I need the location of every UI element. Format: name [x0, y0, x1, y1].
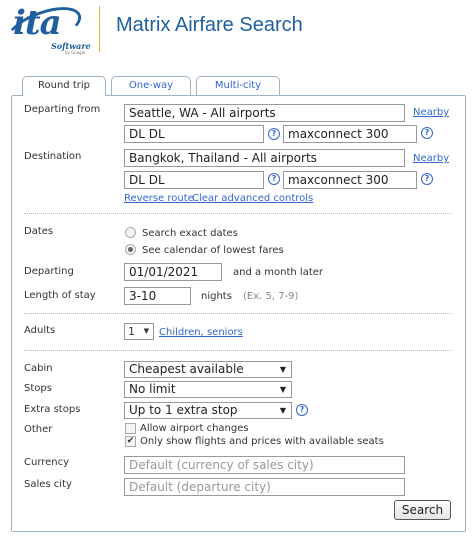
- allow-airport-changes-label: Allow airport changes: [140, 423, 249, 434]
- adults-select[interactable]: [124, 323, 154, 340]
- header: [0, 0, 476, 70]
- sales-city-label: Sales city: [24, 479, 72, 490]
- tab-multi-city[interactable]: Multi-city: [196, 76, 280, 95]
- length-of-stay-hint: (Ex. 5, 7-9): [243, 291, 299, 302]
- sales-city-input[interactable]: Default (departure city): [124, 478, 405, 496]
- checkmark-icon: ✔: [126, 436, 135, 446]
- ita-software-logo[interactable]: [3, 5, 93, 57]
- departing-extension-input[interactable]: maxconnect 300: [283, 125, 417, 143]
- extension-help-icon[interactable]: ?: [421, 127, 433, 139]
- routing-help-icon[interactable]: ?: [268, 128, 280, 140]
- children-seniors-link[interactable]: Children, seniors: [159, 327, 243, 338]
- extra-stops-help-icon[interactable]: ?: [296, 404, 308, 416]
- adults-label: Adults: [24, 325, 56, 336]
- departing-routing-input[interactable]: DL DL: [124, 125, 264, 143]
- chevron-down-icon: ▼: [143, 327, 149, 335]
- chevron-down-icon: ▼: [279, 385, 286, 394]
- stops-select[interactable]: [124, 381, 292, 398]
- currency-input[interactable]: Default (currency of sales city): [124, 456, 405, 474]
- nights-unit-label: nights: [201, 291, 232, 302]
- extra-stops-label: Extra stops: [24, 404, 81, 415]
- section-divider: [24, 313, 452, 314]
- search-button[interactable]: Search: [394, 500, 451, 520]
- extra-stops-select[interactable]: [124, 402, 292, 419]
- cabin-select[interactable]: [124, 361, 292, 378]
- departing-suffix-text: and a month later: [233, 267, 324, 278]
- dates-label: Dates: [24, 226, 54, 237]
- tab-one-way[interactable]: One-way: [111, 76, 191, 95]
- section-divider: [24, 213, 452, 214]
- chevron-down-icon: ▼: [279, 406, 286, 415]
- length-of-stay-input[interactable]: 3-10: [124, 287, 191, 305]
- logo-by-google-text: by Google: [65, 50, 86, 55]
- departing-from-input[interactable]: Seattle, WA - All airports: [124, 104, 405, 122]
- departing-from-label: Departing from: [24, 104, 101, 115]
- stops-label: Stops: [24, 383, 52, 394]
- exact-dates-radio[interactable]: [125, 227, 136, 238]
- other-label: Other: [24, 424, 53, 435]
- departing-nearby-link[interactable]: Nearby: [413, 107, 450, 118]
- adults-select-value: 1: [128, 325, 135, 338]
- exact-dates-label: Search exact dates: [142, 228, 238, 239]
- destination-input[interactable]: Bangkok, Thailand - All airports: [124, 149, 405, 167]
- allow-airport-changes-checkbox[interactable]: [125, 423, 136, 434]
- page-title: Matrix Airfare Search: [116, 14, 303, 36]
- destination-extension-input[interactable]: maxconnect 300: [283, 171, 417, 189]
- clear-advanced-controls-link[interactable]: Clear advanced controls: [192, 193, 314, 204]
- available-seats-checkbox[interactable]: [125, 436, 136, 447]
- length-of-stay-label: Length of stay: [24, 290, 96, 301]
- search-form-panel: [11, 95, 466, 532]
- destination-nearby-link[interactable]: Nearby: [413, 153, 450, 164]
- section-divider: [24, 350, 452, 351]
- extra-stops-select-value: Up to 1 extra stop: [129, 403, 238, 417]
- cabin-label: Cabin: [24, 363, 53, 374]
- stops-select-value: No limit: [129, 382, 176, 396]
- header-divider: [99, 6, 100, 52]
- tab-round-trip[interactable]: Round trip: [22, 76, 106, 96]
- departing-label: Departing: [24, 266, 74, 277]
- routing-help-icon[interactable]: ?: [268, 173, 280, 185]
- calendar-fares-label: See calendar of lowest fares: [142, 245, 284, 256]
- currency-label: Currency: [24, 457, 70, 468]
- cabin-select-value: Cheapest available: [129, 362, 244, 376]
- destination-routing-input[interactable]: DL DL: [124, 171, 264, 189]
- reverse-route-link[interactable]: Reverse route: [124, 193, 194, 204]
- destination-label: Destination: [24, 151, 82, 162]
- available-seats-label: Only show flights and prices with available seats: [140, 436, 384, 447]
- logo-wordmark: ita: [13, 3, 61, 43]
- logo-software-text: Software: [51, 41, 91, 51]
- departing-date-input[interactable]: 01/01/2021: [124, 263, 222, 281]
- extension-help-icon[interactable]: ?: [421, 173, 433, 185]
- chevron-down-icon: ▼: [279, 365, 286, 374]
- calendar-fares-radio[interactable]: [125, 244, 136, 255]
